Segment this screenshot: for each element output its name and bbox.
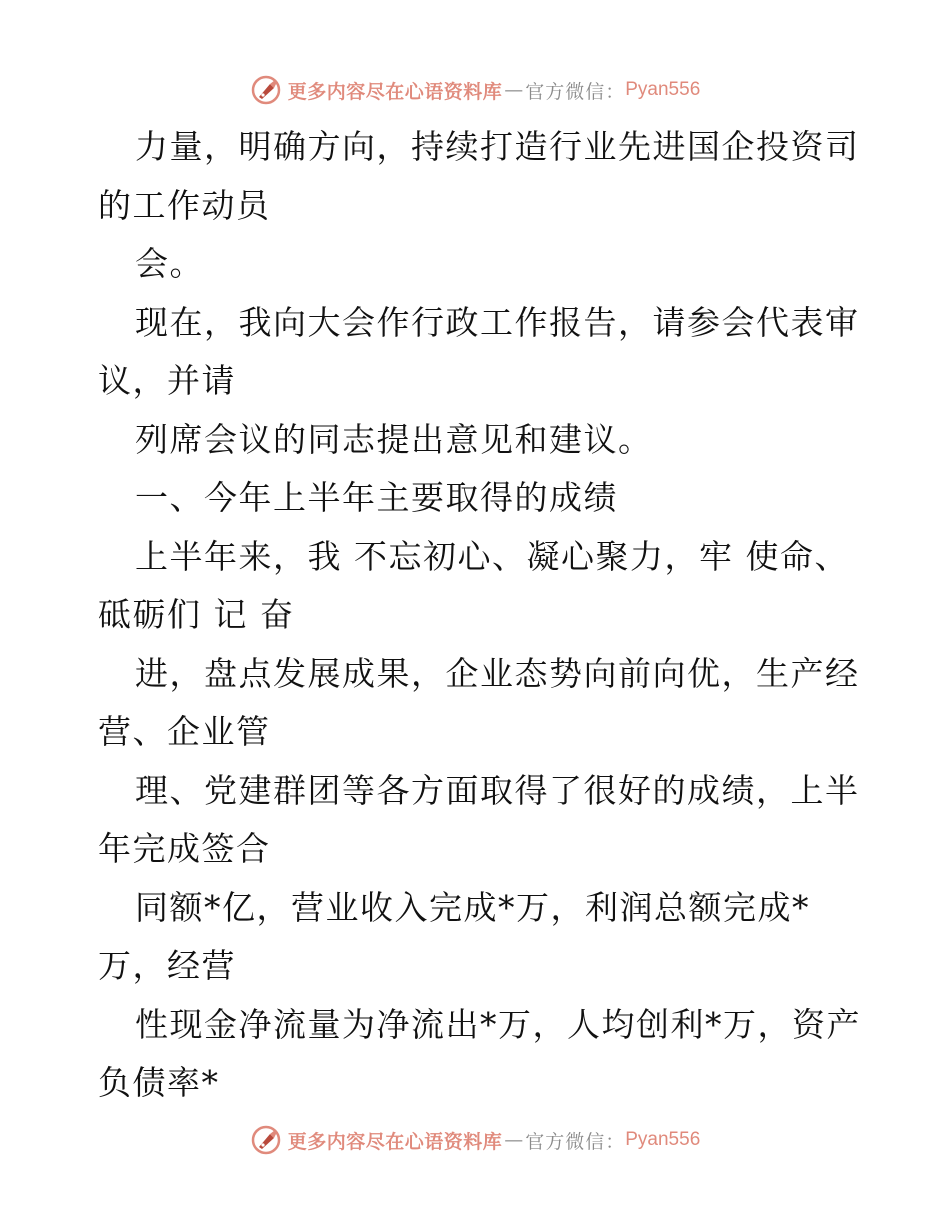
text-line: 年完成签合 [98,829,271,868]
pen-nib-logo-icon [250,1124,282,1156]
text-line: 万，经营 [98,946,236,985]
text-line: 的工作动员 [98,185,271,225]
banner-wechat-label: 官方微信： [525,1130,626,1153]
banner-wechat-id: Pyan556 [625,1129,701,1150]
footer-banner [0,1120,950,1160]
banner-dash: — [504,1129,524,1151]
text-line: 现在，我向大会作行政工作报告，请参会代表审 [135,302,860,342]
text-line: 砥砺们 记 奋 [98,595,295,634]
banner-wechat-label: 官方微信： [525,80,626,103]
text-line: 负债率* [98,1063,220,1102]
text-line: 营、企业管 [98,712,271,751]
banner-brand-text: 更多内容尽在心语资料库 [287,1130,503,1153]
text-line: 性现金净流量为净流出*万，人均创利*万，资产 [135,1004,861,1044]
section-heading: 一、今年上半年主要取得的成绩 [135,478,618,517]
pen-nib-logo-icon [250,74,282,106]
header-banner [0,70,950,110]
text-line: 议，并请 [98,361,236,400]
banner-wechat-id: Pyan556 [625,79,701,100]
banner-brand-text: 更多内容尽在心语资料库 [287,80,503,103]
text-line: 会。 [135,244,204,283]
text-line: 列席会议的同志提出意见和建议。 [135,419,653,459]
text-line: 力量，明确方向，持续打造行业先进国企投资司 [135,127,860,166]
text-line: 同额*亿，营业收入完成*万，利润总额完成* [135,887,810,927]
text-line: 进，盘点发展成果，企业态势向前向优，生产经 [135,653,860,693]
document-body [98,118,861,1113]
text-line: 理、党建群团等各方面取得了很好的成绩，上半 [135,770,860,810]
text-line: 上半年来，我 不忘初心、凝心聚力，牢 使命、 [135,536,849,576]
banner-dash: — [504,79,524,101]
